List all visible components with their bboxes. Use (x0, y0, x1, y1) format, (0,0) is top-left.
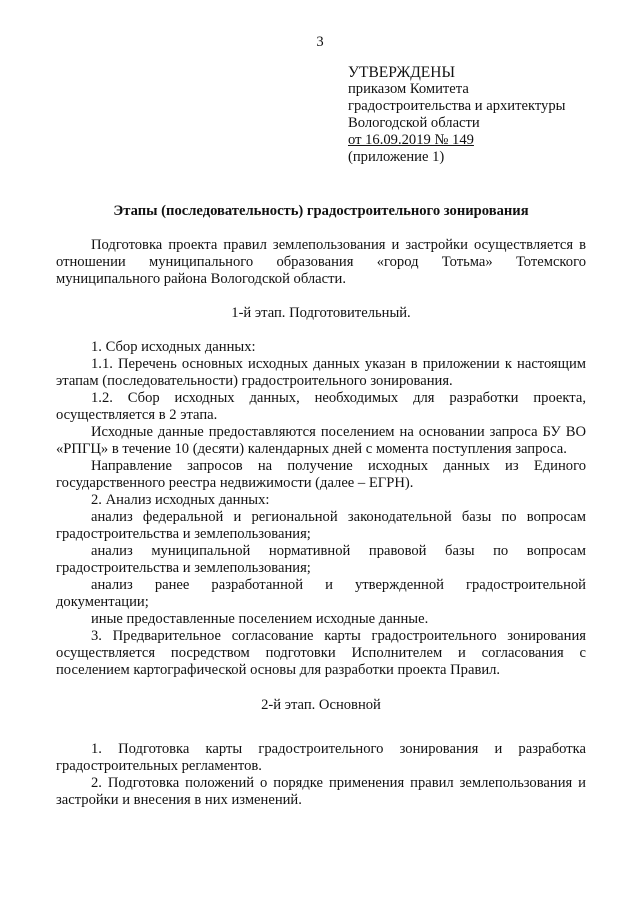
approval-stamp (348, 64, 608, 166)
list-item: 3. Предварительное согласование карты градостроительного зонирования осуществляется посредством подготовки Исполнителем и согласования с поселением картографической основы для разработки проекта Правил. (56, 628, 586, 678)
list-item: анализ федеральной и региональной законодательной базы по вопросам градостроительства и землепользования; (56, 509, 586, 542)
list-item: 1.1. Перечень основных исходных данных указан в приложении к настоящим этапам (последовательности) градостроительного зонирования. (56, 356, 586, 389)
list-item: анализ муниципальной нормативной правовой базы по вопросам градостроительства и землепользования; (56, 543, 586, 576)
document-body (56, 237, 586, 809)
intro-paragraph: Подготовка проекта правил землепользования и застройки осуществляется в отношении муниципального образования «город Тотьма» Тотемского муниципального района Вологодской области. (56, 237, 586, 287)
paragraph: Исходные данные предоставляются поселением на основании запроса БУ ВО «РПГЦ» в течение 10 (десяти) календарных дней с момента поступления запроса. (56, 424, 586, 457)
list-item: 1.2. Сбор исходных данных, необходимых для разработки проекта, осуществляется в 2 этапа. (56, 390, 586, 423)
approval-title: УТВЕРЖДЕНЫ (348, 64, 455, 81)
stage-1-title: 1-й этап. Подготовительный. (231, 305, 411, 321)
approval-line: приказом Комитета (348, 81, 469, 97)
list-item: иные предоставленные поселением исходные данные. (91, 611, 429, 627)
list-item: 1. Сбор исходных данных: (91, 339, 256, 355)
page-number: 3 (316, 34, 324, 50)
paragraph: Направление запросов на получение исходных данных из Единого государственного реестра недвижимости (далее – ЕГРН). (56, 458, 586, 491)
approval-line: Вологодской области (348, 115, 480, 131)
approval-appendix: (приложение 1) (348, 149, 445, 165)
document-heading: Этапы (последовательность) градостроительного зонирования (113, 203, 529, 219)
stage-2-title: 2-й этап. Основной (261, 697, 381, 713)
approval-line: градостроительства и архитектуры (348, 98, 566, 114)
list-item: анализ ранее разработанной и утвержденной градостроительной документации; (56, 577, 586, 610)
list-item: 2. Подготовка положений о порядке применения правил землепользования и застройки и внесения в них изменений. (56, 775, 586, 808)
list-item: 1. Подготовка карты градостроительного зонирования и разработка градостроительных регламентов. (56, 741, 586, 774)
list-item: 2. Анализ исходных данных: (91, 492, 270, 508)
approval-order-number: от 16.09.2019 № 149 (348, 132, 474, 148)
